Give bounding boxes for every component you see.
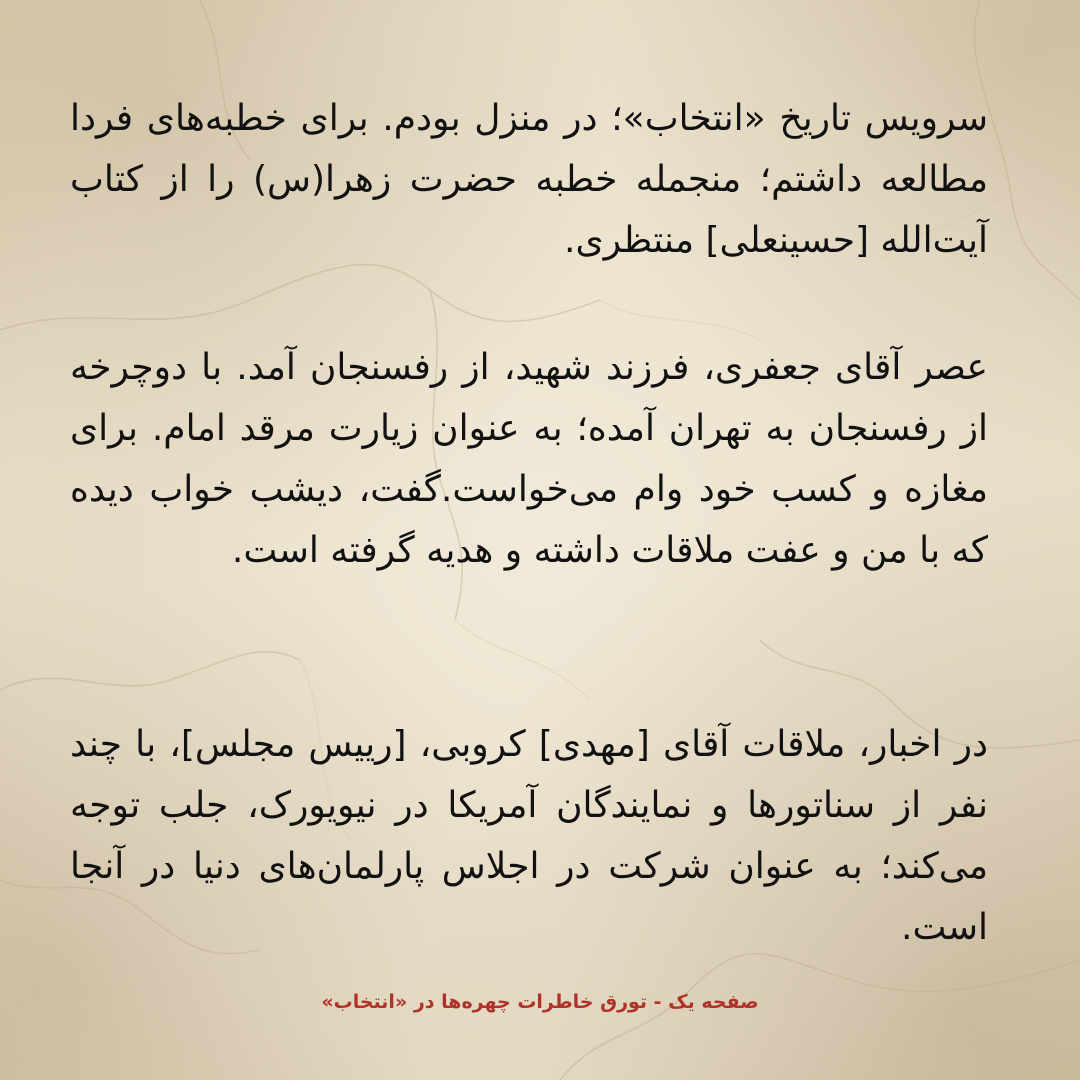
paragraph-1: سرویس تاریخ «انتخاب»؛ در منزل بودم. برای خطبه‌های فردا مطالعه داشتم؛ منجمله خطبه حضرت زهرا(س) را از کتاب آیت‌الله [حسینعلی] منتظری.	[70, 98, 988, 261]
paragraph-3: در اخبار، ملاقات آقای [مهدی] کروبی، [رییس مجلس]، با چند نفر از سناتورها و نمایندگان آمریکا در نیویورک، جلب توجه می‌کند؛ به عنوان شرکت در اجلاس پارلمان‌های دنیا در آنجا است.	[70, 724, 988, 948]
footer-caption: صفحه یک - تورق خاطرات چهره‌ها در «انتخاب»	[321, 991, 759, 1013]
paragraph-2: عصر آقای جعفری، فرزند شهید، از رفسنجان آمد. با دوچرخه از رفسنجان به تهران آمده؛ به عنوان زیارت مرقد امام. برای مغازه و کسب خود وام می‌خواست.گفت، دیشب خواب دیده که با من و عفت ملاقات داشته و هدیه گرفته است.	[70, 347, 988, 571]
